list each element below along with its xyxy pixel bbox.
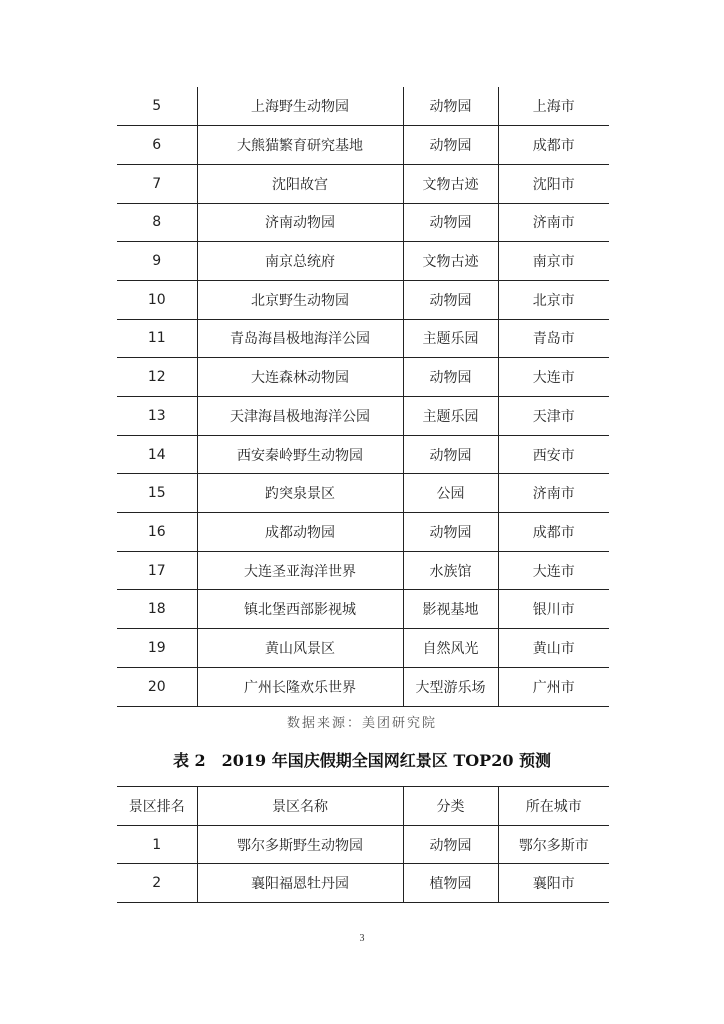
table-cell: 动物园 (403, 513, 498, 552)
table-cell: 11 (117, 319, 197, 358)
table-cell: 7 (117, 164, 197, 203)
table-cell: 文物古迹 (403, 242, 498, 281)
table-cell: 北京野生动物园 (197, 280, 403, 319)
table-cell: 黄山风景区 (197, 629, 403, 668)
table-cell: 上海野生动物园 (197, 87, 403, 126)
table-cell: 10 (117, 280, 197, 319)
table-cell: 9 (117, 242, 197, 281)
table-cell: 青岛市 (498, 319, 609, 358)
table-cell: 20 (117, 667, 197, 706)
table-row (117, 590, 609, 629)
table-cell: 动物园 (403, 87, 498, 126)
table-cell: 动物园 (403, 203, 498, 242)
table-cell: 大连圣亚海洋世界 (197, 551, 403, 590)
table-cell: 济南市 (498, 203, 609, 242)
table-cell: 鄂尔多斯野生动物园 (197, 825, 403, 864)
table-cell: 镇北堡西部影视城 (197, 590, 403, 629)
table-cell: 植物园 (403, 864, 498, 903)
table-cell: 南京市 (498, 242, 609, 281)
table-cell: 18 (117, 590, 197, 629)
table-cell: 14 (117, 435, 197, 474)
table-cell: 8 (117, 203, 197, 242)
table-cell: 1 (117, 825, 197, 864)
table-row (117, 242, 609, 281)
table-cell: 主题乐园 (403, 397, 498, 436)
table-row (117, 126, 609, 165)
table-row (117, 358, 609, 397)
table-cell: 黄山市 (498, 629, 609, 668)
table-cell: 16 (117, 513, 197, 552)
table-cell: 动物园 (403, 358, 498, 397)
table-row (117, 203, 609, 242)
table-cell: 成都市 (498, 513, 609, 552)
table-cell: 大连市 (498, 551, 609, 590)
table-row (117, 164, 609, 203)
table-cell: 银川市 (498, 590, 609, 629)
table2-caption (0, 748, 724, 771)
table-row (117, 667, 609, 706)
table-cell: 鄂尔多斯市 (498, 825, 609, 864)
table-cell: 北京市 (498, 280, 609, 319)
table-row (117, 551, 609, 590)
table-row (117, 629, 609, 668)
table-cell: 南京总统府 (197, 242, 403, 281)
table-cell: 襄阳福恩牡丹园 (197, 864, 403, 903)
table-cell: 主题乐园 (403, 319, 498, 358)
table-cell: 大熊猫繁育研究基地 (197, 126, 403, 165)
table-cell: 动物园 (403, 280, 498, 319)
table-cell: 成都市 (498, 126, 609, 165)
table-cell: 2 (117, 864, 197, 903)
table-cell: 17 (117, 551, 197, 590)
table-cell: 上海市 (498, 87, 609, 126)
table-row (117, 513, 609, 552)
header-cell: 分类 (403, 787, 498, 826)
table-cell: 青岛海昌极地海洋公园 (197, 319, 403, 358)
table-row (117, 319, 609, 358)
table-cell: 天津海昌极地海洋公园 (197, 397, 403, 436)
table-cell: 成都动物园 (197, 513, 403, 552)
table-cell: 13 (117, 397, 197, 436)
table-row (117, 825, 609, 864)
table-cell: 5 (117, 87, 197, 126)
table-cell: 济南动物园 (197, 203, 403, 242)
table-cell: 动物园 (403, 435, 498, 474)
table-cell: 广州长隆欢乐世界 (197, 667, 403, 706)
ranking-table-continued (117, 87, 609, 707)
table-cell: 广州市 (498, 667, 609, 706)
header-cell: 景区名称 (197, 787, 403, 826)
table-cell: 西安秦岭野生动物园 (197, 435, 403, 474)
page-number: 3 (359, 933, 365, 944)
table-cell: 12 (117, 358, 197, 397)
table-cell: 15 (117, 474, 197, 513)
table-cell: 自然风光 (403, 629, 498, 668)
table-cell: 19 (117, 629, 197, 668)
forecast-table-body (117, 787, 609, 903)
header-cell: 所在城市 (498, 787, 609, 826)
table-row (117, 280, 609, 319)
table-cell: 文物古迹 (403, 164, 498, 203)
table-cell: 沈阳市 (498, 164, 609, 203)
table2-caption-text: 2019 年国庆假期全国网红景区 TOP20 预测 (221, 751, 552, 770)
table-row (117, 474, 609, 513)
table-cell: 公园 (403, 474, 498, 513)
table-cell: 天津市 (498, 397, 609, 436)
table-row (117, 435, 609, 474)
table-cell: 6 (117, 126, 197, 165)
table-cell: 襄阳市 (498, 864, 609, 903)
ranking-table-body (117, 87, 609, 706)
table-cell: 影视基地 (403, 590, 498, 629)
table-cell: 趵突泉景区 (197, 474, 403, 513)
table-cell: 西安市 (498, 435, 609, 474)
table-row (117, 397, 609, 436)
table-cell: 沈阳故宫 (197, 164, 403, 203)
table-cell: 水族馆 (403, 551, 498, 590)
table-header-row (117, 787, 609, 826)
table-cell: 动物园 (403, 126, 498, 165)
header-cell: 景区排名 (117, 787, 197, 826)
top20-forecast-table (117, 786, 609, 903)
table-cell: 大连市 (498, 358, 609, 397)
data-source-note: 数据来源：美团研究院 (286, 716, 437, 731)
table-row (117, 864, 609, 903)
table-cell: 济南市 (498, 474, 609, 513)
table-row (117, 87, 609, 126)
table2-caption-label: 表 2 (172, 751, 206, 770)
table-cell: 动物园 (403, 825, 498, 864)
table-cell: 大型游乐场 (403, 667, 498, 706)
table-cell: 大连森林动物园 (197, 358, 403, 397)
